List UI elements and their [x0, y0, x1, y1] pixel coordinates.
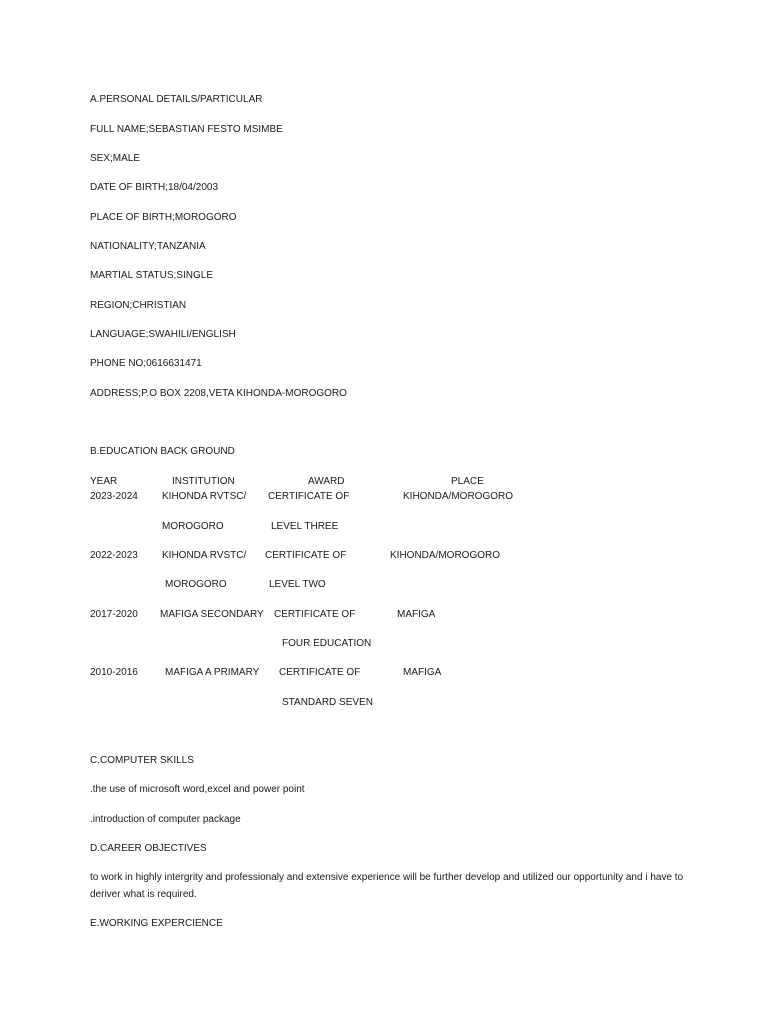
career-objectives-text: to work in highly intergrity and professionaly and extensive experience will be further develop and utilized our opportunity and i have to deriver what is required.: [90, 872, 684, 900]
address: ADDRESS;P.O BOX 2208,VETA KIHONDA-MOROGORO: [90, 388, 347, 399]
phone-number: PHONE NO;0616631471: [90, 358, 202, 369]
computer-skills-heading: C.COMPUTER SKILLS: [90, 755, 194, 766]
education-header-year: YEAR: [90, 476, 118, 487]
date-of-birth: DATE OF BIRTH;18/04/2003: [90, 182, 219, 193]
education-row-award: CERTIFICATE OF: [268, 491, 350, 502]
place-of-birth: PLACE OF BIRTH;MOROGORO: [90, 212, 237, 223]
education-row-award: CERTIFICATE OF: [265, 550, 347, 561]
education-header-award: AWARD: [308, 476, 345, 487]
education-row-year: 2010-2016: [90, 667, 138, 678]
education-row-year: 2022-2023: [90, 550, 138, 561]
education-header-place: PLACE: [451, 476, 484, 487]
marital-status: MARTIAL STATUS;SINGLE: [90, 270, 213, 281]
education-row-place: MAFIGA: [403, 667, 442, 678]
education-row-award-cont: STANDARD SEVEN: [282, 697, 373, 708]
education-row-year: 2017-2020: [90, 609, 138, 620]
education-row-year: 2023-2024: [90, 491, 138, 502]
nationality: NATIONALITY;TANZANIA: [90, 241, 206, 252]
religion: REGION;CHRISTIAN: [90, 300, 187, 311]
full-name: FULL NAME;SEBASTIAN FESTO MSIMBE: [90, 124, 283, 135]
education-row-award: CERTIFICATE OF: [274, 609, 356, 620]
working-experience-heading: E.WORKING EXPERCIENCE: [90, 918, 223, 929]
education-row-award-cont: LEVEL THREE: [271, 521, 339, 532]
education-row-award: CERTIFICATE OF: [279, 667, 361, 678]
education-row-place: KIHONDA/MOROGORO: [390, 550, 501, 561]
education-header-institution: INSTITUTION: [172, 476, 235, 487]
education-row-award-cont: FOUR EDUCATION: [282, 638, 372, 649]
education-row-award-cont: LEVEL TWO: [269, 579, 326, 590]
career-objectives-heading: D.CAREER OBJECTIVES: [90, 843, 207, 854]
education-row-place: KIHONDA/MOROGORO: [403, 491, 514, 502]
education-row-institution: MAFIGA A PRIMARY: [165, 667, 260, 678]
sex: SEX;MALE: [90, 153, 141, 164]
education-row-institution-cont: MOROGORO: [165, 579, 227, 590]
education-row-institution: KIHONDA RVSTC/: [162, 550, 247, 561]
education-row-institution: MAFIGA SECONDARY: [160, 609, 264, 620]
education-row-place: MAFIGA: [397, 609, 436, 620]
personal-details-heading: A.PERSONAL DETAILS/PARTICULAR: [90, 94, 263, 105]
education-heading: B.EDUCATION BACK GROUND: [90, 446, 235, 457]
education-row-institution-cont: MOROGORO: [162, 521, 224, 532]
language: LANGUAGE;SWAHILI/ENGLISH: [90, 329, 236, 340]
computer-skill-item: .the use of microsoft word,excel and power point: [90, 784, 305, 795]
education-row-institution: KIHONDA RVTSC/: [162, 491, 247, 502]
computer-skill-item: .introduction of computer package: [90, 814, 241, 825]
